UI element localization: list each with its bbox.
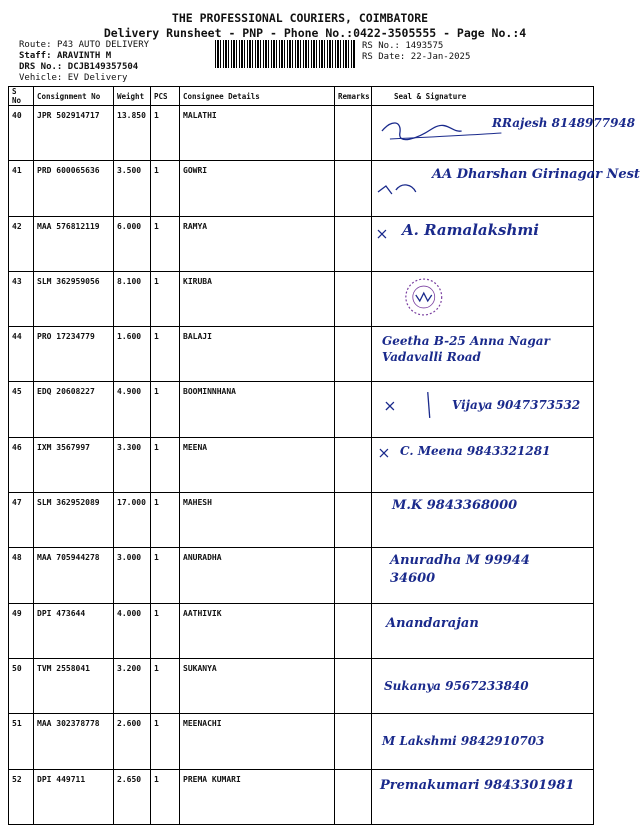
cell-signature [372,106,636,161]
cell-remarks [335,493,372,548]
cell-consignee: MAHESH [180,493,335,548]
cell-signature [372,714,594,769]
signature-text: Sukanya 9567233840 [384,678,529,693]
cell-consignee: BOOMINNHANA [180,382,335,437]
cell-consignment: SLM 362959056 [34,271,114,326]
cell-consignee: PREMA KUMARI [180,769,335,824]
col-consignee: Consignee Details [180,87,335,106]
cell-signature [372,603,594,658]
cell-weight: 3.200 [114,658,151,713]
cell-pcs: 1 [151,106,180,161]
cell-signature [372,382,594,437]
cell-remarks [335,216,372,271]
cell-consignment: DPI 473644 [34,603,114,658]
cell-weight: 2.600 [114,714,151,769]
signature-text: Anandarajan [386,615,479,631]
cell-weight: 13.850 [114,106,151,161]
table-row [9,382,594,437]
cell-sno: 46 [9,437,34,492]
table-row [9,548,594,603]
cell-weight: 8.100 [114,271,151,326]
cell-pcs: 1 [151,271,180,326]
table-row [9,216,594,271]
cell-consignee: KIRUBA [180,271,335,326]
cell-weight: 3.000 [114,548,151,603]
col-consignment: Consignment No [34,87,114,106]
cell-pcs: 1 [151,216,180,271]
table-row [9,437,594,492]
cell-pcs: 1 [151,493,180,548]
staff-label: Staff: [19,51,52,61]
runsheet-table [8,86,640,825]
table-row [9,327,594,382]
table-row [9,714,594,769]
route-line [19,40,149,50]
runsheet-title: Delivery Runsheet - PNP - Phone No.:0422-3505555 - Page No.:4 [103,26,527,40]
cell-remarks [335,603,372,658]
table-row [9,603,594,658]
seal-stamp [372,275,593,323]
cell-consignee: BALAJI [180,327,335,382]
barcode-image [215,40,355,68]
cell-weight: 4.000 [114,603,151,658]
route-value: P43 AUTO DELIVERY [56,40,150,50]
cell-consignment: MAA 576812119 [34,216,114,271]
col-weight: Weight [114,87,151,106]
drs-label: DRS No.: [19,62,63,72]
table-row [9,769,594,824]
cell-remarks [335,658,372,713]
cell-sno: 45 [9,382,34,437]
cell-signature [372,161,640,216]
cell-consignee: SUKANYA [180,658,335,713]
col-signature: Seal & Signature [372,87,594,106]
cell-pcs: 1 [151,769,180,824]
cell-weight: 2.650 [114,769,151,824]
cell-remarks [335,437,372,492]
drs-line [19,62,138,72]
cell-remarks [335,382,372,437]
cell-consignment: TVM 2558041 [34,658,114,713]
cell-pcs: 1 [151,658,180,713]
cell-consignee: AATHIVIK [180,603,335,658]
cell-pcs: 1 [151,161,180,216]
cell-pcs: 1 [151,603,180,658]
cell-consignee: MEENACHI [180,714,335,769]
rs-no-line [362,41,443,51]
cell-sno: 44 [9,327,34,382]
cell-signature [372,493,594,548]
cell-consignment: PRD 600065636 [34,161,114,216]
cell-sno: 43 [9,271,34,326]
cell-sno: 49 [9,603,34,658]
cell-consignee: ANURADHA [180,548,335,603]
cell-signature [372,216,594,271]
signature-text: M.K 9843368000 [392,498,518,514]
cell-remarks [335,769,372,824]
cell-pcs: 1 [151,548,180,603]
cell-sno: 52 [9,769,34,824]
cell-remarks [335,106,372,161]
signature-text: Geetha B-25 Anna Nagar Vadavalli Road [382,334,550,365]
rs-no-label: RS No.: [362,41,400,51]
signature-text: A. Ramalakshmi [402,220,539,239]
cell-signature [372,327,594,382]
staff-value: ARAVINTH M [56,51,112,61]
cell-weight: 4.900 [114,382,151,437]
signature-text: RRajesh 8148977948 [492,116,636,130]
cell-signature [372,769,594,824]
rs-date-label: RS Date: [362,52,406,62]
vehicle-value: EV Delivery [67,73,128,83]
cell-remarks [335,161,372,216]
cell-consignee: MEENA [180,437,335,492]
cell-weight: 17.000 [114,493,151,548]
cell-consignment: MAA 302378778 [34,714,114,769]
cell-consignment: EDQ 20608227 [34,382,114,437]
cell-sno: 51 [9,714,34,769]
cell-weight: 3.300 [114,437,151,492]
cell-consignment: IXM 3567997 [34,437,114,492]
cell-remarks [335,548,372,603]
col-remarks: Remarks [335,87,372,106]
cell-weight: 6.000 [114,216,151,271]
cell-pcs: 1 [151,327,180,382]
cell-weight: 3.500 [114,161,151,216]
rs-no-value: 1493575 [405,41,444,51]
route-label: Route: [19,40,52,50]
signature-text: M Lakshmi 9842910703 [382,734,545,749]
cell-signature [372,548,594,603]
rs-date-value: 22-Jan-2025 [410,52,471,62]
table-row [9,658,594,713]
company-title: THE PROFESSIONAL COURIERS, COIMBATORE [171,11,429,25]
rs-date-line [362,52,470,62]
col-pcs: PCS [151,87,180,106]
cell-pcs: 1 [151,382,180,437]
cell-consignment: JPR 502914717 [34,106,114,161]
cell-sno: 50 [9,658,34,713]
vehicle-line [19,73,127,83]
signature-text: C. Meena 9843321281 [400,443,551,458]
cell-consignment: MAA 705944278 [34,548,114,603]
cell-consignment: SLM 362952089 [34,493,114,548]
cell-consignee: MALATHI [180,106,335,161]
cell-consignee: RAMYA [180,216,335,271]
table-row [9,106,594,161]
cell-consignment: DPI 449711 [34,769,114,824]
cell-remarks [335,714,372,769]
cell-weight: 1.600 [114,327,151,382]
signature-text: Premakumari 9843301981 [380,777,575,793]
cell-sno: 40 [9,106,34,161]
cell-pcs: 1 [151,714,180,769]
cell-consignee: GOWRI [180,161,335,216]
signature-text: AA Dharshan Girinagar Nest [432,167,640,183]
vehicle-label: Vehicle: [19,73,63,83]
cell-sno: 42 [9,216,34,271]
table-row [9,493,594,548]
signature-text: Anuradha M 99944 34600 [390,553,530,587]
cell-sno: 48 [9,548,34,603]
cell-signature [372,658,594,713]
staff-line [19,51,111,61]
table-header-row [9,87,594,106]
drs-value: DCJB149357504 [67,62,139,72]
col-sno: S No [9,87,34,106]
table-row [9,161,594,216]
cell-sno: 41 [9,161,34,216]
cell-remarks [335,327,372,382]
cell-signature [372,437,594,492]
cell-signature [372,271,594,326]
cell-consignment: PRO 17234779 [34,327,114,382]
table-row [9,271,594,326]
cell-pcs: 1 [151,437,180,492]
signature-text: Vijaya 9047373532 [452,398,581,413]
cell-sno: 47 [9,493,34,548]
cell-remarks [335,271,372,326]
